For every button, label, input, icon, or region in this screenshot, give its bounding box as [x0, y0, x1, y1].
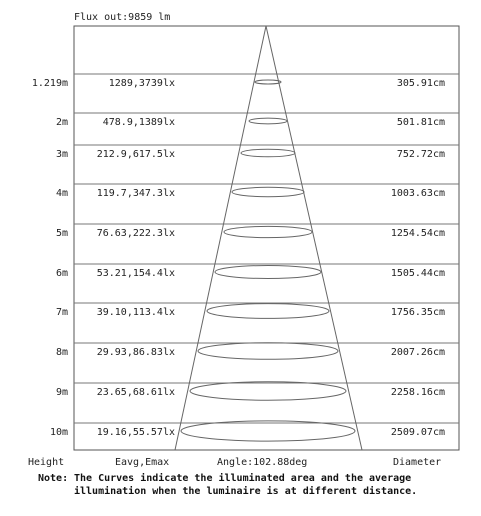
height-value: 3m: [55, 149, 68, 160]
height-value: 6m: [55, 268, 68, 279]
illumination-ellipse: [190, 382, 346, 400]
diameter-value: 2258.16cm: [390, 387, 445, 398]
diameter-column-label: Diameter: [393, 457, 442, 468]
height-value: 8m: [55, 347, 68, 358]
eavg-emax-value: 212.9,617.5lx: [96, 149, 175, 160]
height-value: 4m: [55, 188, 68, 199]
eavg-emax-value: 23.65,68.61lx: [96, 387, 175, 398]
eavg-emax-value: 76.63,222.3lx: [96, 228, 175, 239]
flux-out-label: Flux out:9859 lm: [74, 12, 171, 23]
eavg-emax-value: 39.10,113.4lx: [96, 307, 175, 318]
illumination-ellipse: [241, 149, 295, 157]
note-label: Note:: [38, 473, 69, 484]
cone-left-edge: [175, 26, 266, 450]
illumination-ellipse: [255, 80, 281, 84]
diameter-value: 1756.35cm: [390, 307, 445, 318]
diameter-value: 2007.26cm: [390, 347, 445, 358]
height-column-label: Height: [28, 457, 65, 468]
illumination-ellipse: [181, 421, 355, 441]
note: [38, 472, 478, 498]
eavg-emax-value: 19.16,55.57lx: [96, 427, 175, 438]
illumination-ellipse: [198, 343, 338, 360]
diameter-value: 305.91cm: [396, 78, 445, 89]
illumination-ellipse: [224, 226, 312, 237]
beam-angle-label: Angle:102.88deg: [217, 457, 308, 468]
eavg-emax-value: 478.9,1389lx: [102, 117, 175, 128]
illumination-ellipse: [207, 304, 329, 319]
height-value: 10m: [49, 427, 68, 438]
eavg-emax-value: 1289,3739lx: [108, 78, 175, 89]
illumination-ellipse: [249, 118, 287, 124]
illumination-ellipse: [215, 266, 321, 279]
note-text: The Curves indicate the illuminated area and the average illumination when the luminaire is at different distance.: [74, 473, 418, 497]
illumination-ellipse: [232, 187, 304, 196]
height-value: 2m: [55, 117, 68, 128]
diameter-value: 1254.54cm: [390, 228, 445, 239]
height-value: 9m: [55, 387, 68, 398]
height-value: 1.219m: [31, 78, 68, 89]
eavg-emax-value: 119.7,347.3lx: [96, 188, 175, 199]
eavg-emax-value: 53.21,154.4lx: [96, 268, 175, 279]
eavg-emax-value: 29.93,86.83lx: [96, 347, 175, 358]
cone-right-edge: [266, 26, 362, 450]
diameter-value: 501.81cm: [396, 117, 445, 128]
diameter-value: 2509.07cm: [390, 427, 445, 438]
eavg-emax-column-label: Eavg,Emax: [115, 457, 170, 468]
diameter-value: 1505.44cm: [390, 268, 445, 279]
height-value: 7m: [55, 307, 68, 318]
height-value: 5m: [55, 228, 68, 239]
diameter-value: 1003.63cm: [390, 188, 445, 199]
diameter-value: 752.72cm: [396, 149, 445, 160]
